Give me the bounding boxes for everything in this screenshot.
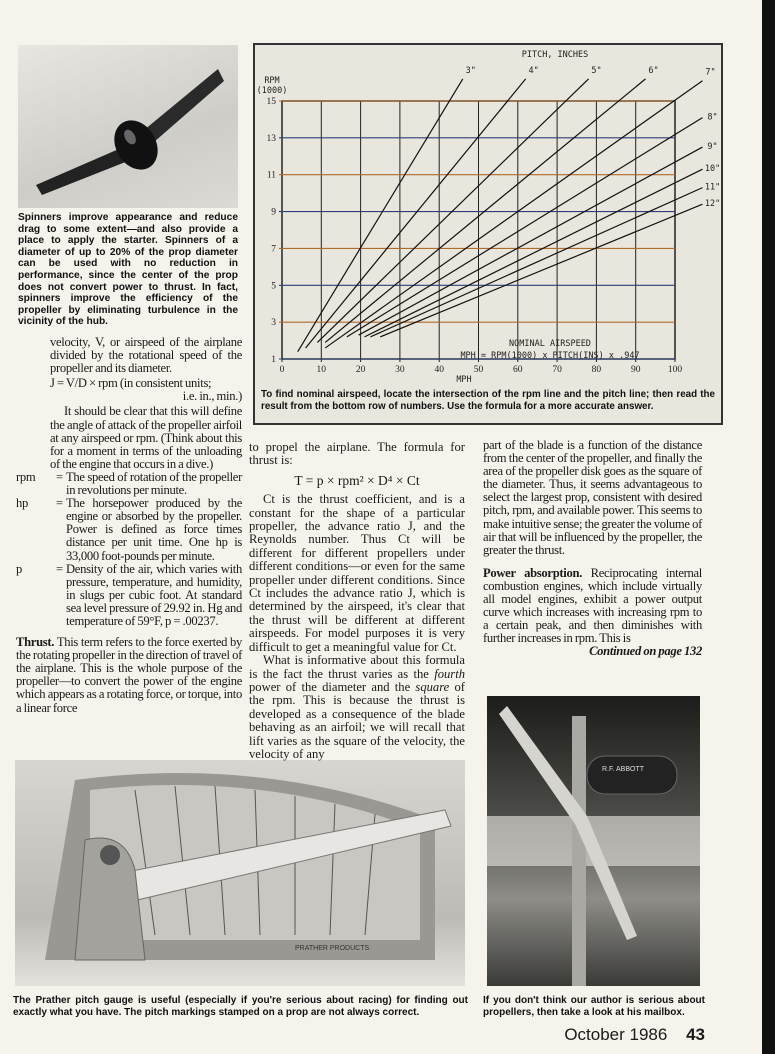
x-tick-label: 100 bbox=[667, 365, 683, 375]
mailbox-name: R.F. ABBOTT bbox=[602, 766, 645, 773]
column-3 bbox=[483, 439, 702, 659]
paragraph: part of the blade is a function of the distance from the center of the propeller, and finally the area of the propeller disk goes as the square of the diameter. Thus, it seems advantageous to select the largest prop, consistent with desired pitch, rpm, and available power. This seems to make intuitive sense; the greater the volume of air that will be influenced by the propeller, the greater the thrust. bbox=[483, 438, 702, 557]
definition-term: rpm bbox=[16, 469, 36, 484]
formula-j-units: i.e. in., min.) bbox=[182, 389, 242, 404]
x-tick-label: 60 bbox=[513, 365, 523, 375]
power-heading: Power absorption. bbox=[483, 565, 583, 580]
pitch-label: 8" bbox=[707, 112, 718, 123]
chart-svg bbox=[255, 45, 721, 385]
x-tick-label: 40 bbox=[434, 365, 444, 375]
definition-item bbox=[16, 471, 242, 497]
y-axis-label: RPM (1000) bbox=[256, 76, 288, 96]
x-tick-label: 70 bbox=[552, 365, 562, 375]
gauge-brand: PRATHER PRODUCTS bbox=[295, 945, 370, 952]
y-tick-label: 3 bbox=[271, 318, 276, 329]
x-tick-label: 30 bbox=[395, 365, 405, 375]
formula-thrust: T = p × rpm² × D⁴ × Ct bbox=[294, 472, 420, 488]
pitch-label: 10" bbox=[704, 164, 721, 175]
chart-title: PITCH, INCHES bbox=[521, 50, 589, 60]
paragraph: It should be clear that this will define the angle of attack of the propeller airfoil at any airspeed or rpm. (Think about this for a moment in terms of the unloading of the engine that occurs in a dive.) bbox=[50, 404, 242, 471]
x-axis-label: MPH bbox=[456, 375, 472, 385]
spinner-photo bbox=[18, 45, 238, 208]
y-tick-label: 15 bbox=[266, 97, 276, 107]
thrust-paragraph bbox=[16, 636, 242, 715]
column-2 bbox=[249, 441, 465, 761]
chart-caption: To find nominal airspeed, locate the intersection of the rpm line and the pitch line; then read the result from the bottom row of numbers. Use the formula for a more accurate answer. bbox=[261, 389, 715, 412]
pitch-label: 3" bbox=[465, 65, 476, 76]
pitch-line bbox=[370, 188, 702, 337]
pitch-label: 12" bbox=[704, 199, 721, 210]
paragraph bbox=[249, 654, 465, 761]
mailbox-propeller-image bbox=[487, 696, 700, 986]
x-tick-label: 20 bbox=[355, 365, 366, 375]
pitch-line bbox=[298, 79, 463, 352]
equals-sign: = bbox=[56, 496, 63, 511]
y-tick-label: 7 bbox=[271, 244, 276, 255]
page-number: 43 bbox=[686, 1025, 705, 1044]
pitch-line bbox=[359, 147, 703, 335]
pitch-label: 4" bbox=[528, 65, 539, 76]
power-paragraph bbox=[483, 567, 702, 646]
definition-text: The horsepower produced by the engine or absorbed by the propeller. Power is defined as force times distance per unit time. One hp is 33,000 foot-pounds per minute. bbox=[66, 496, 242, 563]
gauge-caption: The Prather pitch gauge is useful (especially if you're serious about racing) for finding out exactly what you have. The pitch markings stamped on a prop are not always correct. bbox=[13, 995, 468, 1018]
thrust-text: This term refers to the force exerted by the rotating propeller in the direction of travel of the airplane. This is the whole purpose of the propeller—to convert the power of the engine which appears as a rotating force, or torque, into a linear force bbox=[16, 635, 242, 715]
issue-date: October 1986 bbox=[564, 1025, 668, 1044]
pitch-label: 5" bbox=[591, 65, 602, 76]
y-tick-label: 13 bbox=[266, 133, 276, 144]
y-tick-label: 9 bbox=[271, 207, 276, 218]
annotation-formula: MPH = RPM(1000) x PITCH(INS) x .947 bbox=[460, 351, 640, 361]
text: power of the diameter and the bbox=[249, 679, 411, 694]
mailbox-caption: If you don't think our author is serious about propellers, then take a look at his mailbox. bbox=[483, 995, 705, 1018]
pitch-label: 7" bbox=[705, 67, 716, 78]
x-tick-label: 90 bbox=[630, 365, 641, 375]
y-tick-label: 5 bbox=[271, 281, 276, 292]
paragraph: velocity, V, or airspeed of the airplane divided by the rotational speed of the propeller and its diameter. bbox=[50, 335, 242, 376]
pitch-gauge-photo bbox=[15, 760, 465, 986]
pitch-label: 9" bbox=[707, 142, 718, 153]
formula-j: J = V/D × rpm (in consistent units; bbox=[50, 376, 212, 391]
definition-text: The speed of rotation of the propeller in revolutions per minute. bbox=[66, 469, 242, 498]
spinner-caption: Spinners improve appearance and reduce drag to some extent—and also provide a place to apply the starter. Spinners of a diameter of up to 20% of the prop diameter can be used with no reduction in performance, since the center of the prop does not convert power to thrust. In fact, spinners improve the efficiency of the propeller by eliminating turbulence in the vicinity of the hub. bbox=[18, 212, 238, 328]
emphasis: square bbox=[415, 679, 450, 694]
pitch-gauge-image bbox=[15, 760, 465, 986]
pitch-line bbox=[365, 169, 703, 337]
y-tick-label: 1 bbox=[271, 355, 276, 365]
pitch-line bbox=[306, 79, 526, 348]
pitch-line bbox=[325, 81, 702, 348]
propeller-spinner-image bbox=[18, 45, 238, 208]
pitch-line bbox=[325, 79, 645, 343]
emphasis: fourth bbox=[434, 666, 466, 681]
annotation-title: NOMINAL AIRSPEED bbox=[509, 339, 591, 349]
definition-item bbox=[16, 497, 242, 562]
y-tick-label: 11 bbox=[266, 170, 276, 181]
equals-sign: = bbox=[56, 469, 63, 484]
definition-term: p bbox=[16, 561, 22, 576]
definition-term: hp bbox=[16, 496, 28, 511]
pitch-label: 11" bbox=[704, 182, 721, 193]
thrust-heading: Thrust. bbox=[16, 635, 55, 650]
x-tick-label: 80 bbox=[591, 365, 602, 375]
pitch-label: 6" bbox=[648, 65, 659, 76]
paragraph: to propel the airplane. The formula for thrust is: bbox=[249, 440, 465, 468]
pitch-rpm-chart bbox=[253, 43, 723, 425]
x-tick-label: 10 bbox=[316, 365, 327, 375]
pitch-line bbox=[380, 204, 702, 337]
text: What is informative about this formula is the fact the thrust varies as the bbox=[249, 653, 465, 681]
continued-note: Continued on page 132 bbox=[589, 644, 702, 659]
scan-edge bbox=[762, 0, 775, 1054]
text: of the rpm. This is because the thrust is developed as a consequence of the blade behaving as an airfoil; we will recall that lift varies as the square of the velocity, the velocity of any bbox=[249, 679, 465, 761]
definition-text: Density of the air, which varies with pressure, temperature, and humidity, in slugs per cubic foot. At standard sea level pressure of 29.92 in. Hg and temperature of 59°F, p = .00237. bbox=[66, 561, 242, 628]
equals-sign: = bbox=[56, 561, 63, 576]
paragraph: Ct is the thrust coefficient, and is a constant for the shape of a particular propeller, the advance ratio J, and the Reynolds number. Thus Ct will be different for different propellers under different conditions—or even for the same propeller under different conditions. Since Ct includes the advance ratio J, which is determined by the airspeed, it's clear that the thrust will be different at different airspeeds. For model purposes it is very difficult to get a meaningful value for Ct. bbox=[249, 492, 465, 654]
pitch-line bbox=[317, 79, 588, 343]
column-1 bbox=[16, 336, 242, 715]
x-tick-label: 0 bbox=[279, 365, 285, 375]
mailbox-photo bbox=[487, 696, 700, 986]
page-footer bbox=[564, 1025, 705, 1045]
x-tick-label: 50 bbox=[473, 365, 484, 375]
definition-item bbox=[16, 563, 242, 628]
power-text: Reciprocating internal combustion engines, which include virtually all model engines, exhibit a power output curve which increases with increasing rpm to a certain peak, and then diminishes with further increases in rpm. This is bbox=[483, 565, 702, 646]
